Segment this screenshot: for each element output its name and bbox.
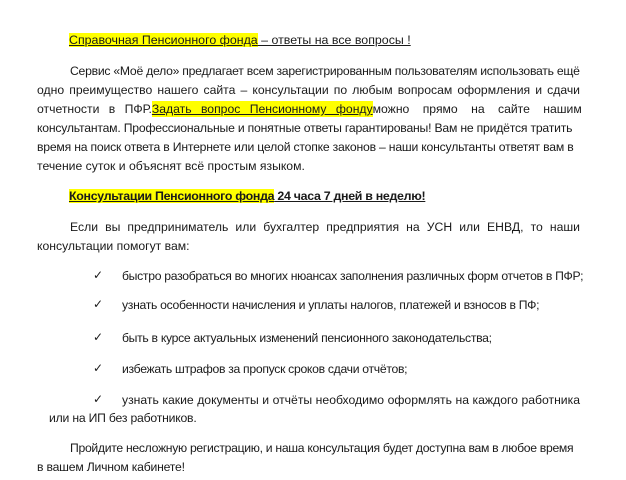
list-item: узнать какие документы и отчёты необходимо оформлять на каждого работника <box>122 393 580 407</box>
list-item: быстро разобраться во многих нюансах заполнения различных форм отчетов в ПФР; <box>122 269 584 283</box>
para3-line1 <box>70 440 580 456</box>
para3-line2: в вашем Личном кабинете! <box>37 460 185 474</box>
para1-line4 <box>37 120 580 136</box>
para1-line2: одно преимущество нашего сайта – консультации по любым вопросам оформления и сдачи <box>37 83 580 97</box>
heading-rest: 24 часа 7 дней в неделю! <box>274 189 426 203</box>
ask-question-link[interactable]: Задать вопрос Пенсионному фонду <box>151 102 373 116</box>
checkmark-icon: ✓ <box>93 330 104 344</box>
checkmark-icon: ✓ <box>93 392 104 406</box>
heading-pension-fund-help <box>69 32 411 48</box>
para1-line5 <box>37 139 580 155</box>
para2-line1: Если вы предприниматель или бухгалтер предприятия на УСН или ЕНВД, то наши <box>70 220 580 234</box>
heading-rest: – ответы на все вопросы ! <box>257 33 411 47</box>
para1-line6: течение суток и объяснят всё простым языком. <box>37 159 305 173</box>
list-item: избежать штрафов за пропуск сроков сдачи отчётов; <box>122 362 408 376</box>
text: Сервис «Моё дело» предлагает всем зарегистрированным пользователям использовать ещё <box>70 64 580 78</box>
text: консультантам. Профессиональные и понятные ответы гарантированы! Вам не придётся тратить <box>37 121 573 135</box>
heading-highlight: Справочная Пенсионного фонда <box>69 33 258 47</box>
para1-line1 <box>70 63 580 79</box>
para1-line3 <box>37 101 580 117</box>
heading-highlight: Консультации Пенсионного фонда <box>69 189 275 203</box>
text: можно прямо на сайте нашим <box>372 102 582 116</box>
checkmark-icon: ✓ <box>93 361 104 375</box>
checkmark-icon: ✓ <box>93 268 104 282</box>
list-item: быть в курсе актуальных изменений пенсионного законодательства; <box>122 331 492 345</box>
checkmark-icon: ✓ <box>93 297 104 311</box>
heading-consultations-24-7 <box>69 188 425 204</box>
text: отчетности в ПФР. <box>37 102 152 116</box>
text: время на поиск ответа в Интернете или целой стопке законов – наши консультанты ответят вам в <box>37 140 574 154</box>
list-item: узнать особенности начисления и уплаты налогов, платежей и взносов в ПФ; <box>122 298 540 312</box>
list-item-continuation: или на ИП без работников. <box>49 411 197 425</box>
para2-line2: консультации помогут вам: <box>37 239 190 253</box>
text: Пройдите несложную регистрацию, и наша консультация будет доступна вам в любое время <box>70 441 574 455</box>
